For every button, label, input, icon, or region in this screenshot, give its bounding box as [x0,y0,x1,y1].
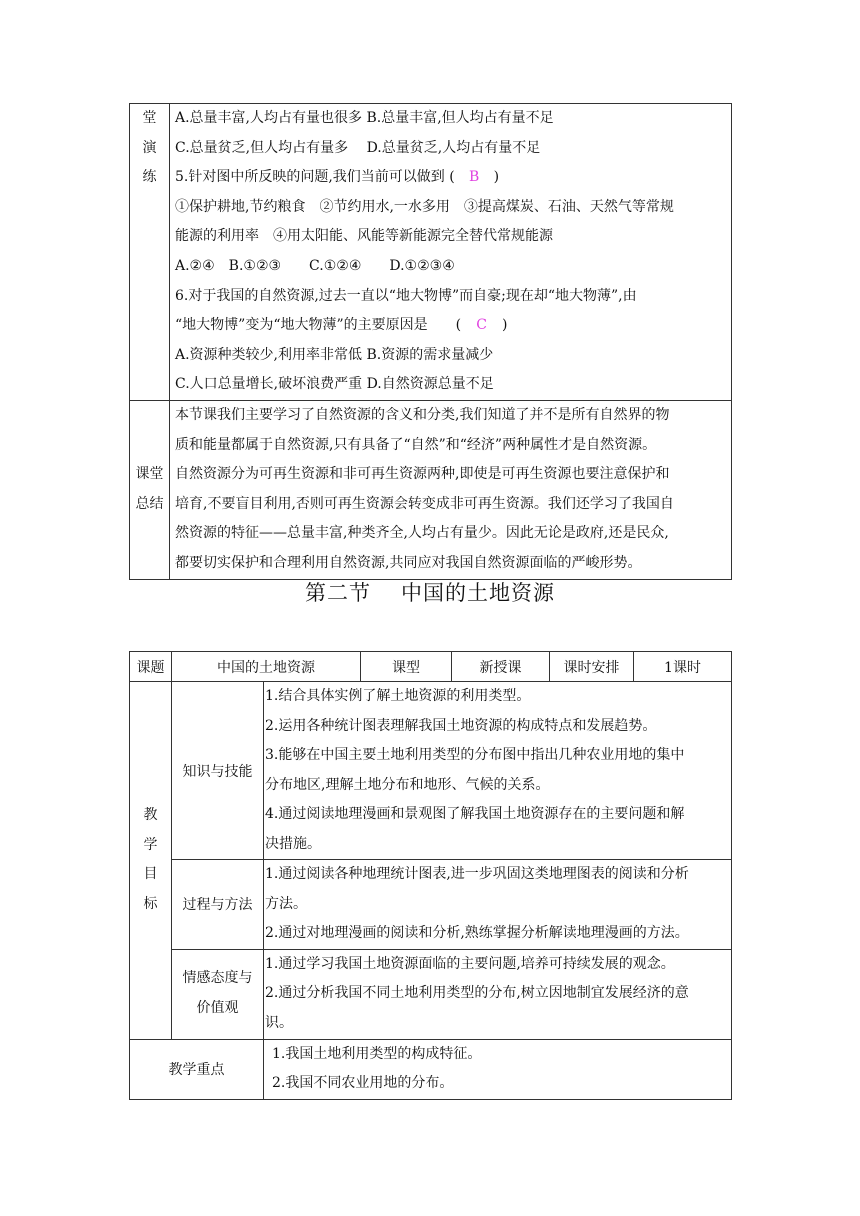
emotion-line: 2.通过分析我国不同土地利用类型的分布,树立因地制宜发展经济的意 [265,985,689,1001]
practice-question-5 [175,163,731,193]
emotion-label [172,949,264,1039]
practice-label-char: 堂 [142,110,157,126]
practice-line: A.资源种类较少,利用率非常低 B.资源的需求量减少 [175,346,494,363]
knowledge-label: 知识与技能 [172,682,264,860]
practice-line: “地大物博”变为“地大物薄”的主要原因是 ( [175,317,462,334]
section-number: 第二节 [305,581,371,605]
key-points-content [264,1039,732,1099]
knowledge-line: 分布地区,理解土地分布和地形、气候的关系。 [265,776,550,793]
practice-question-6 [175,311,731,341]
summary-line: 质和能量都属于自然资源,只有具备了“自然”和“经济”两种属性才是自然资源。 [175,436,657,453]
key-point-line: 1.我国土地利用类型的构成特征。 [272,1045,482,1062]
topic-label: 课题 [130,652,172,682]
practice-label-char: 演 [142,139,157,156]
practice-line: A.总量丰富,人均占有量也很多 B.总量丰富,但人均占有量不足 [175,110,554,126]
practice-line: ①保护耕地,节约粮食 ②节约用水,一水多用 ③提高煤炭、石油、天然气等常规 [175,198,674,215]
goals-label-char: 标 [143,895,158,912]
process-line: 方法。 [265,895,307,912]
process-content [264,860,732,950]
type-label: 课型 [361,652,452,682]
close-paren: ) [502,317,508,334]
knowledge-content [264,682,732,860]
key-points-label: 教学重点 [130,1039,264,1099]
summary-line: 本节课我们主要学习了自然资源的含义和分类,我们知道了并不是所有自然界的物 [175,406,670,423]
process-label: 过程与方法 [172,860,264,950]
schedule-value: 1课时 [634,652,732,682]
summary-line: 自然资源分为可再生资源和非可再生资源两种,即使是可再生资源也要注意保护和 [175,466,670,483]
summary-label [130,400,170,579]
answer-6: C [476,317,487,334]
section-name: 中国的土地资源 [401,581,555,605]
section-title [0,576,860,610]
goals-label-char: 教 [143,807,158,824]
practice-line: 6.对于我国的自然资源,过去一直以“地大物博”而自豪;现在却“地大物薄”,由 [175,287,637,304]
knowledge-line: 1.结合具体实例了解土地资源的利用类型。 [265,688,531,704]
practice-line: 5.针对图中所反映的问题,我们当前可以做到 ( [175,169,455,186]
emotion-label-line: 情感态度与 [182,970,253,987]
emotion-label-line: 价值观 [196,1000,239,1016]
practice-label [130,104,170,401]
process-line: 2.通过对地理漫画的阅读和分析,熟练掌握分析解读地理漫画的方法。 [265,925,689,941]
lesson-plan-table [129,651,731,1100]
answer-5: B [469,169,480,186]
summary-content [170,400,732,579]
knowledge-line: 3.能够在中国主要土地利用类型的分布图中指出几种农业用地的集中 [265,747,685,763]
knowledge-line: 4.通过阅读地理漫画和景观图了解我国土地资源存在的主要问题和解 [265,806,685,822]
emotion-line: 识。 [265,1014,293,1031]
key-point-line: 2.我国不同农业用地的分布。 [272,1075,454,1092]
practice-line: A.②④ B.①②③ C.①②④ D.①②③④ [175,257,455,274]
summary-line: 培育,不要盲目利用,否则可再生资源会转变成非可再生资源。我们还学习了我国自 [175,495,674,512]
summary-label-line: 课堂 [135,466,164,483]
practice-summary-table [129,103,731,580]
knowledge-line: 决措施。 [265,835,321,852]
emotion-content [264,949,732,1039]
summary-line: 然资源的特征——总量丰富,种类齐全,人均占有量少。因此无论是政府,还是民众, [175,525,669,542]
practice-label-char: 练 [142,169,157,186]
goals-label-char: 目 [143,866,158,883]
emotion-line: 1.通过学习我国土地资源面临的主要问题,培养可持续发展的观念。 [265,955,675,972]
schedule-label: 课时安排 [550,652,634,682]
summary-label-line: 总结 [135,495,164,512]
practice-line: C.总量贫乏,但人均占有量多 D.总量贫乏,人均占有量不足 [175,139,541,156]
summary-line: 都要切实保护和合理利用自然资源,共同应对我国自然资源面临的严峻形势。 [175,554,642,571]
process-line: 1.通过阅读各种地理统计图表,进一步巩固这类地理图表的阅读和分析 [265,866,689,882]
goals-label [130,682,172,1040]
practice-line: C.人口总量增长,破坏浪费严重 D.自然资源总量不足 [175,376,494,393]
knowledge-line: 2.运用各种统计图表理解我国土地资源的构成特点和发展趋势。 [265,717,657,734]
practice-content [170,104,732,401]
goals-label-char: 学 [143,836,158,853]
type-value: 新授课 [452,652,550,682]
close-paren: ) [493,169,500,186]
practice-line: 能源的利用率 ④用太阳能、风能等新能源完全替代常规能源 [175,228,553,245]
topic-value: 中国的土地资源 [172,652,361,682]
